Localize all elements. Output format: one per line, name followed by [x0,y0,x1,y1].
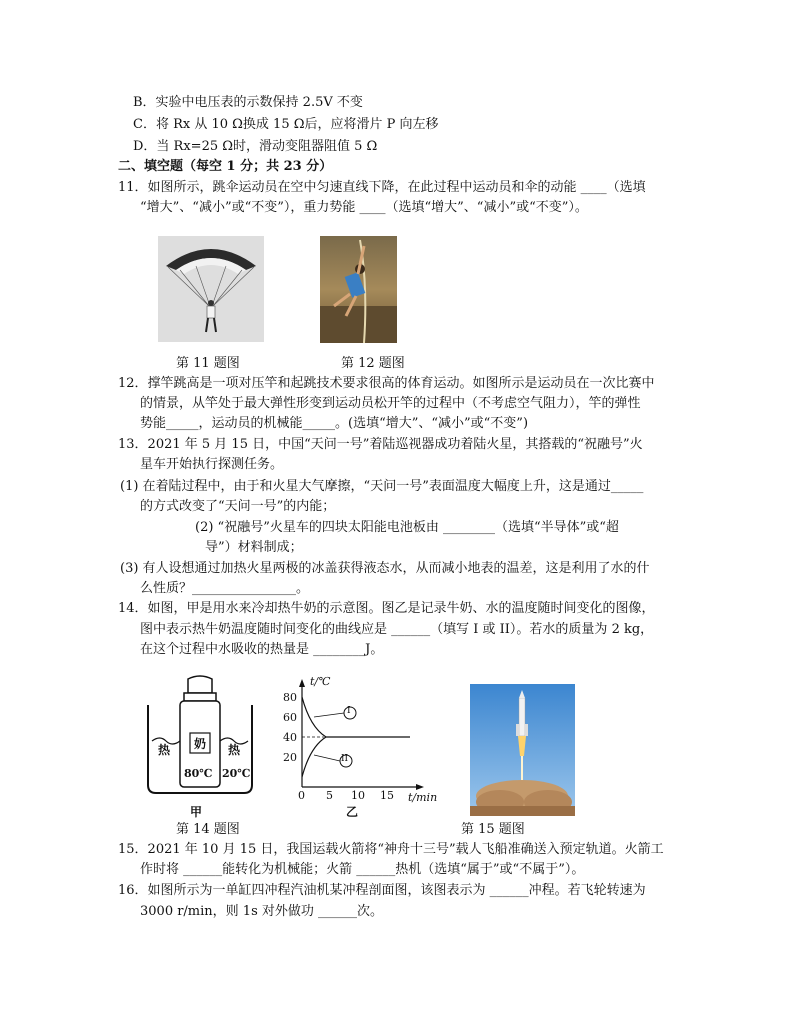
label-jia: 甲 [190,805,203,819]
q15-line1: 15．2021 年 10 月 15 日，我国运载火箭将“神舟十三号”载人飞船准确送入预定轨道。火箭工 [118,842,664,857]
q11-line2: “增大”、“减小”或“不变”），重力势能 ____（选填“增大”、“减小”或“不变”）。 [140,200,588,215]
rocket-launch-photo [470,684,575,816]
x-tick-5: 5 [326,789,333,802]
q13-part2-b: 导”）材料制成； [205,540,303,555]
option-b: B．实验中电压表的示数保持 2.5V 不变 [133,95,363,110]
caption-fig15: 第 15 题图 [461,822,525,837]
q12-line3: 势能_____，运动员的机械能_____。(选填“增大”、“减小”或“不变”) [140,416,529,431]
y-axis-arrow [299,679,305,687]
q16-line2: 3000 r/min，则 1s 对外做功 ______次。 [140,904,384,919]
label-water-temp: 20℃ [222,767,251,780]
label-milk: 奶 [194,737,207,751]
q13-part3-a: (3) 有人设想通过加热火星两极的冰盖获得液态水，从而减小地表的温差，这是利用了水的什 [120,561,650,576]
option-d: D．当 Rx=25 Ω时，滑动变阻器阻值 5 Ω [133,139,378,154]
y-tick-60: 60 [283,711,297,724]
q15-line2: 作时将 ______能转化为机械能；火箭 ______热机（选填“属于”或“不属于”）。 [140,862,585,877]
x-tick-10: 10 [351,789,365,802]
y-tick-40: 40 [283,731,297,744]
x-tick-15: 15 [380,789,394,802]
y-axis-label: t/℃ [310,675,331,688]
q13-part2-a: (2) “祝融号”火星车的四块太阳能电池板由 ________（选填“半导体”或“超 [195,520,619,535]
q13-line1: 13．2021 年 5 月 15 日，中国“天问一号”着陆巡视器成功着陆火星，其搭载的“祝融号”火 [118,437,643,452]
q13-part1-b: 的方式改变了“天问一号”的内能； [140,499,336,514]
q13-line2: 星车开始执行探测任务。 [140,457,284,472]
q12-line1: 12．撑竿跳高是一项对压竿和起跳技术要求很高的体育运动。如图所示是运动员在一次比赛中 [118,376,655,391]
curve-ii-label: II [341,754,349,764]
q14-line1: 14．如图，甲是用水来冷却热牛奶的示意图。图乙是记录牛奶、水的温度随时间变化的图像， [118,601,655,616]
x-axis-arrow [416,784,424,790]
label-milk-temp: 80℃ [184,767,213,780]
x-axis-label: t/min [408,791,438,804]
curve-i-leader [314,713,344,717]
y-tick-20: 20 [283,751,297,764]
q14-line2: 图中表示热牛奶温度随时间变化的曲线应是 ______（填写 I 或 II）。若水的质量为 2 kg， [140,622,654,637]
q16-line1: 16．如图所示为一单缸四冲程汽油机某冲程剖面图，该图表示为 ______冲程。若飞轮转速为 [118,883,646,898]
figure-14-beaker [140,675,260,825]
x-tick-0: 0 [298,789,305,802]
q14-line3: 在这个过程中水吸收的热量是 ________J。 [140,642,384,657]
option-c: C．将 Rx 从 10 Ω换成 15 Ω后，应将滑片 P 向左移 [133,117,439,132]
label-hot-left: 热 [158,743,171,757]
caption-fig11: 第 11 题图 [176,356,240,371]
figure-14-graph [280,675,450,825]
label-hot-right: 热 [228,743,241,757]
q13-part1-a: (1) 在着陆过程中，由于和火星大气摩擦，“天问一号”表面温度大幅度上升，这是通过_____ [120,479,644,494]
parachute-photo [158,236,264,342]
section-title: 二、填空题（每空 1 分；共 23 分） [118,159,333,174]
q12-line2: 的情景，从竿处于最大弹性形变到运动员松开竿的过程中（不考虑空气阻力），竿的弹性 [140,396,641,411]
pole-vault-photo [320,236,397,343]
q13-part3-b: 么性质？________________。 [140,581,310,596]
label-yi: 乙 [346,805,359,819]
y-tick-80: 80 [283,691,297,704]
curve-ii-leader [314,755,340,761]
curve-i-label: I [347,706,351,716]
caption-fig14: 第 14 题图 [176,822,240,837]
caption-fig12: 第 12 题图 [341,356,405,371]
q11-line1: 11．如图所示，跳伞运动员在空中匀速直线下降，在此过程中运动员和伞的动能 ____（选填 [118,180,646,195]
